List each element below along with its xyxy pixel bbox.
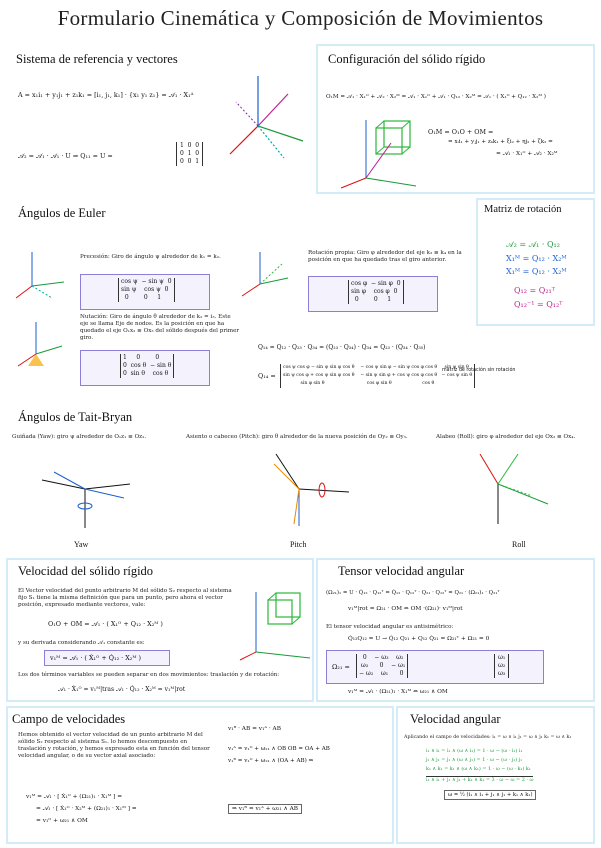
heading-angular-velocity: Velocidad angular bbox=[410, 712, 501, 726]
page-title: Formulario Cinemática y Composición de Movimientos bbox=[57, 6, 544, 30]
text-precession: Precesión: Giro de ángulo ψ alrededor de k₁ = k₂. bbox=[80, 254, 221, 260]
rm-line-2: X₁ᴹ = Q₁₂ · X₂ᴹ bbox=[506, 254, 567, 263]
euler-axes-2-icon bbox=[12, 316, 72, 371]
text-angvel-1: Aplicando el campo de velocidades: i₁ = ω ∧ i₁ j₁ = ω ∧ j₁ k₁ = ω ∧ k₁ bbox=[404, 735, 572, 740]
eq-field-2: = 𝒜₁ · [ Ẋ₁ᴼ · X₂ᴹ + (Ω₂₁)₁ · X₁ᴹ ] = bbox=[36, 806, 137, 812]
rm-line-3: X₁ᴹ = Q₁₂ · X₂ᴹ bbox=[506, 267, 567, 276]
eq-field-r3: v₁ᴮ = v₁ᴼ + ω₂₁ ∧ (OA + AB) ⇒ bbox=[228, 758, 314, 764]
eq-om-1: O₁M = 𝒜₁ · X₁ᴼ + 𝒜₂ · X₂ᴹ = 𝒜₁ · X₁ᴼ + 𝒜₁ · Q₁₂ · X₂ᴹ = 𝒜₁ · ( X₁ᴼ + Q₁₂ · X₂ᴹ ) bbox=[326, 94, 546, 100]
euler-axes-1-icon bbox=[12, 246, 72, 301]
angvel-row-4: i₁ ∧ i₁ + j₁ ∧ j₁ + k₁ ∧ k₁ = 3 · ω − ω = 2 · ω bbox=[426, 777, 534, 783]
panel-rotation-matrix bbox=[476, 198, 595, 326]
omega-label: Ω₂₁ = bbox=[332, 663, 350, 671]
eq-tensor-2: v₁ᴹ|rot = Ω₂₁ · OM ⇔ OM ·(Ω₂₁)· v₁ᴹ|rot bbox=[348, 606, 463, 612]
matrix-rotation: cos φ − sin φ 0 sin φ cos φ 0 0 0 1 bbox=[348, 280, 404, 304]
text-field-1: Hemos obtenido el vector velocidad de un punto arbitrario M del sólido S₂ respecto al sistema S₁. lo hemos descompuesto en traslación y rotación, y hemos expresado esta en función del tensor velocidad angular, o de su vector axial asociado: bbox=[18, 732, 210, 759]
angvel-row-2: j₁ ∧ j₁ = j₁ ∧ (ω ∧ j₁) = 1 · ω − (ω · j₁) j₁ bbox=[426, 757, 523, 763]
angvel-row-1: i₁ ∧ i₁ = i₁ ∧ (ω ∧ i₁) = 1 · ω − (ω · i₁) i₁ bbox=[426, 748, 523, 754]
eq-q-product: Q₁₄ = Q₁₂ · Q₂₃ · Q₃₄ = (Q₂₃ · Q₃₄) · Q₃₄ = Q₂₃ · (Q₃₄ · Q₃₅) bbox=[258, 344, 426, 351]
roll-axes-icon bbox=[458, 444, 568, 534]
text-roll: Alabeo (Roll): giro φ alrededor del eje Ox₃ ≡ Ox₄. bbox=[436, 434, 576, 440]
eq-velocity-1: O₁O + OM = 𝒜₁ · ( X₁ᴼ + Q₁₂ · X₂ᴹ ) bbox=[48, 620, 163, 628]
eq-tensor-5: v₁ᴹ = 𝒜₁ · (Ω₂₁)₁ · X₁ᴹ ⇔ ω₂₁ ∧ OM bbox=[348, 689, 448, 695]
euler-axes-3-icon bbox=[236, 244, 296, 299]
heading-euler: Ángulos de Euler bbox=[18, 206, 106, 220]
q14-label: Q₁₄ = bbox=[258, 372, 276, 380]
eq-om-2: O₁M = O₁O + OM = bbox=[428, 128, 494, 136]
text-tensor-3: El tensor velocidad angular es antisimétrico: bbox=[326, 624, 454, 630]
matrix-q14: cos ψ cos φ − sin ψ sin φ cos θ − cos ψ sin φ − sin ψ cos φ cos θ sin ψ sin θ sin ψ cos φ + cos ψ sin φ cos θ − sin ψ sin φ + cos ψ cos φ cos θ − cos ψ sin θ sin φ sin θ cos φ sin θ cos θ bbox=[280, 364, 475, 388]
rm-line-1: 𝒜₂ = 𝒜₁ · Q₁₂ bbox=[506, 240, 560, 249]
solid-cube-diagram-icon bbox=[336, 108, 426, 188]
panel-solid-configuration bbox=[316, 44, 595, 194]
heading-tait-bryan: Ángulos de Tait-Bryan bbox=[18, 410, 133, 424]
label-roll: Roll bbox=[512, 540, 526, 549]
eq-field-r2: v₁ᴬ = v₁ᴼ + ω₂₁ ∧ OB OB = OA + AB bbox=[228, 746, 330, 752]
heading-tensor: Tensor velocidad angular bbox=[338, 564, 465, 578]
text-velocity-2: y su derivada considerando 𝒜₁ constante es: bbox=[18, 640, 145, 646]
rm-line-5: Q₁₂⁻¹ = Q₁₂ᵀ bbox=[514, 300, 563, 309]
panel-rigid-velocity bbox=[6, 558, 314, 702]
label-yaw: Yaw bbox=[74, 540, 89, 549]
heading-rotation-matrix: Matriz de rotación bbox=[484, 204, 562, 215]
eq-vector-a: A = x₁i₁ + y₁j₁ + z₁k₁ = [i₁, j₁, k₁] · {x₁ y₁ z₁} = 𝒜₁ · X₁ᴬ bbox=[18, 91, 194, 99]
text-yaw: Guiñada (Yaw): giro ψ alrededor de O₁z₁ ≡ Oz₂. bbox=[12, 434, 147, 440]
heading-reference-system: Sistema de referencia y vectores bbox=[16, 52, 178, 66]
heading-solid-configuration: Configuración del sólido rígido bbox=[328, 52, 486, 66]
velocity-cube-diagram-icon bbox=[236, 582, 316, 662]
handwritten-note: matriz de rotación sin rotación bbox=[442, 368, 516, 373]
eq-om-3: = xᵢi₁ + yⱼj₁ + zₖk₁ + ξi₂ + ηj₂ + ζk₂ = bbox=[448, 139, 553, 145]
axes-diagram-icon bbox=[218, 66, 308, 176]
eq-velocity-3: 𝒜₁ · Ẋ₁ᴼ = v₁ᴹ|tras 𝒜₁ · Q̇₁₂ · X₂ᴹ = v₁ᴹ|rot bbox=[58, 686, 186, 693]
angvel-result: ω = ½ (i₁ ∧ i₁ + j₁ ∧ j₁ + k₁ ∧ k₁) bbox=[444, 790, 536, 800]
text-velocity-3: Los dos términos variables se pueden separar en dos movimientos: traslación y de rotación: bbox=[18, 672, 280, 678]
panel-tait-bryan bbox=[8, 406, 595, 556]
panel-euler-angles bbox=[8, 198, 472, 402]
omega-matrix: 0 − ω₃ ω₂ ω₃ 0 − ω₁ − ω₂ ω₁ 0 bbox=[356, 654, 408, 678]
matrix-nutation: 1 0 0 0 cos θ − sin θ 0 sin θ cos θ bbox=[120, 354, 174, 378]
eq-field-1: v₁ᴹ = 𝒜₁ · [ Ẋ₁ᴼ + (Ω₂₁)₁ · X₁ᴹ ] = bbox=[26, 794, 123, 800]
eq-field-r4: ⇒ v₁ᴮ = v₁ᴬ + ω₂₁ ∧ AB bbox=[228, 804, 302, 814]
yaw-axes-icon bbox=[30, 444, 140, 534]
rm-line-4: Q₁₂ = Q₂₁ᵀ bbox=[514, 286, 556, 295]
text-nutation: Nutación: Giro de ángulo θ alrededor de k₂ = i₃. Este eje se llama Eje de nodos. Es la posición en que ha quedado el eje O₁x₂ ≡ Ox₃ del sólido después del primer giro. bbox=[80, 314, 240, 341]
eq-tensor-4: Q̇₁₂Q₁₂ = U → Q̇₁₂ Q₂₁ + Q₁₂ Q̇₂₁ = Ω₂₁ᵀ + Ω₂₁ = 0 bbox=[348, 636, 490, 642]
panel-velocity-field bbox=[6, 706, 394, 844]
text-rotation: Rotación propia: Giro φ alrededor del eje k₃ ≡ k₄ en la posición en que ha quedado tras el giro anterior. bbox=[308, 250, 462, 263]
panel-angular-velocity bbox=[396, 706, 595, 844]
angvel-row-3: k₁ ∧ k₁ = k₁ ∧ (ω ∧ k₁) = 1 · ω − (ω · k₁) k₁ bbox=[426, 766, 531, 772]
label-pitch: Pitch bbox=[290, 540, 307, 549]
eq-tensor-1: (Ω₂₁)₁ = U · Q̇₁₂ · Q₁₂ᵀ = Q̇₁₂ · Q₁₂ᵀ · Q₂₁ · Q₁₂ᵀ = Q₂₁ · (Ω₂₁)₁ · Q₂₁ᵀ bbox=[326, 590, 500, 596]
eq-field-3: = v₁ᴼ + ω₂₁ ∧ OM bbox=[36, 818, 88, 824]
text-pitch: Asiento o cabeceo (Pitch): giro θ alrededor de la nueva posición de Oy₂ ≡ Oy₃. bbox=[186, 434, 408, 440]
eq-om-4: = 𝒜₁ · X₁ᴼ + 𝒜₂ · X₂ᴹ bbox=[496, 151, 558, 157]
eq-identity: 𝒜₂ = 𝒜₁ · 𝒜₁ · U ⇒ Q₁₁ = U = bbox=[18, 152, 113, 160]
omega-vector: ω₁ ω₂ ω₃ bbox=[494, 654, 509, 678]
heading-velocity-field: Campo de velocidades bbox=[12, 712, 126, 726]
panel-reference-system bbox=[8, 46, 314, 192]
panel-angular-velocity-tensor bbox=[316, 558, 595, 702]
matrix-precession: cos ψ − sin ψ 0 sin ψ cos ψ 0 0 0 1 bbox=[118, 278, 175, 302]
heading-rigid-velocity: Velocidad del sólido rígido bbox=[18, 564, 154, 578]
identity-matrix: 1 0 0 0 1 0 0 0 1 bbox=[176, 142, 203, 166]
eq-field-r1: v₁ᴮ · AB = v₁ᴬ · AB bbox=[228, 726, 282, 732]
eq-velocity-2: v₁ᴹ = 𝒜₁ · ( Ẋ₁ᴼ + Q̇₁₂ · X₂ᴹ ) bbox=[50, 654, 141, 662]
text-velocity-1: El Vector velocidad del punto arbitrario M del sólido S₂ respecto al sistema fijo S₁ tiene la misma definición que para un punto, pero ahora el vector posición, expresado mediante vectores, vale: bbox=[18, 588, 232, 608]
pitch-axes-icon bbox=[254, 444, 364, 534]
